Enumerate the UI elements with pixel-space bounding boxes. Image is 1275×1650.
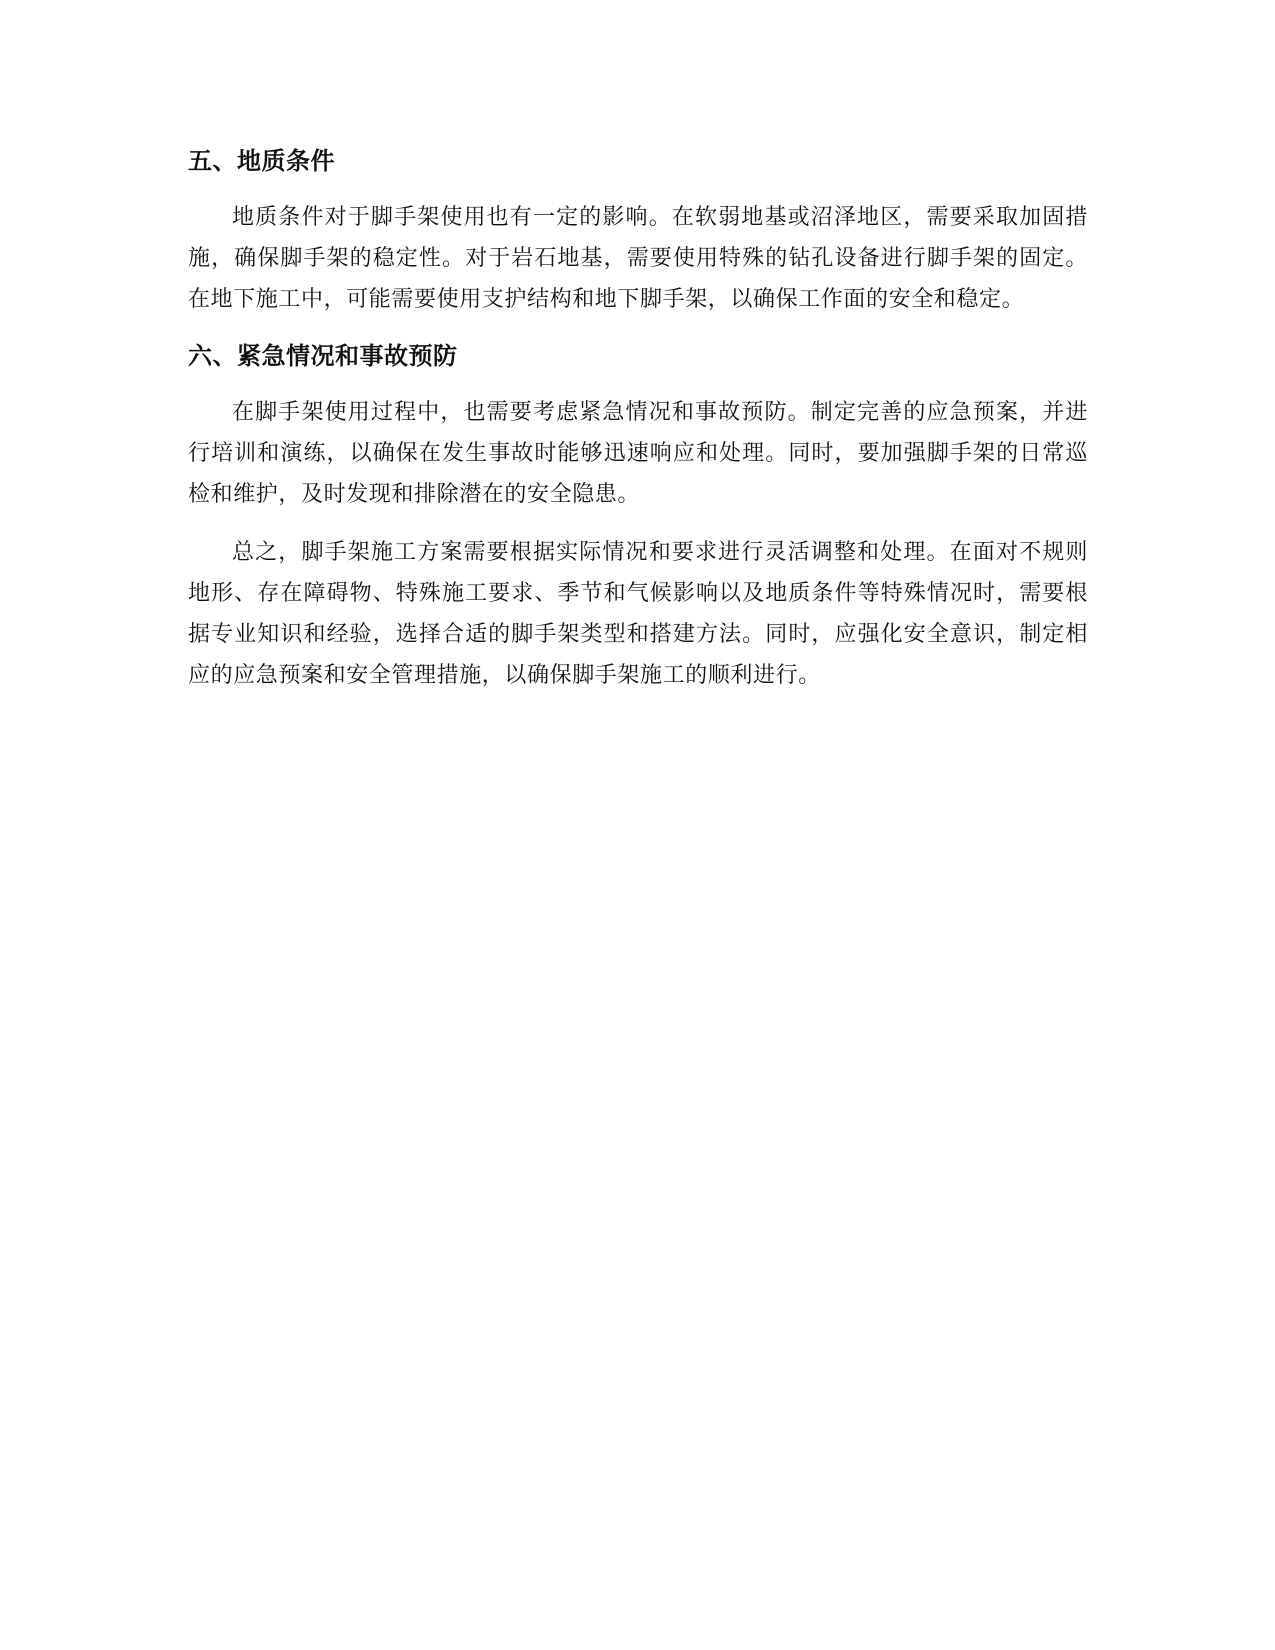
document-content bbox=[188, 144, 1088, 696]
section-heading-geology: 五、地质条件 bbox=[188, 147, 335, 175]
paragraph-emergency: 在脚手架使用过程中，也需要考虑紧急情况和事故预防。制定完善的应急预案，并进行培训和演练，以确保在发生事故时能够迅速响应和处理。同时，要加强脚手架的日常巡检和维护，及时发现和排除潜在的安全隐患。 bbox=[188, 400, 1088, 507]
paragraph-geology: 地质条件对于脚手架使用也有一定的影响。在软弱地基或沼泽地区，需要采取加固措施，确保脚手架的稳定性。对于岩石地基，需要使用特殊的钻孔设备进行脚手架的固定。在地下施工中，可能需要使用支护结构和地下脚手架，以确保工作面的安全和稳定。 bbox=[188, 205, 1088, 312]
section-heading-emergency: 六、紧急情况和事故预防 bbox=[188, 342, 458, 370]
paragraph-summary: 总之，脚手架施工方案需要根据实际情况和要求进行灵活调整和处理。在面对不规则地形、存在障碍物、特殊施工要求、季节和气候影响以及地质条件等特殊情况时，需要根据专业知识和经验，选择合适的脚手架类型和搭建方法。同时，应强化安全意识，制定相应的应急预案和安全管理措施，以确保脚手架施工的顺利进行。 bbox=[188, 540, 1088, 688]
